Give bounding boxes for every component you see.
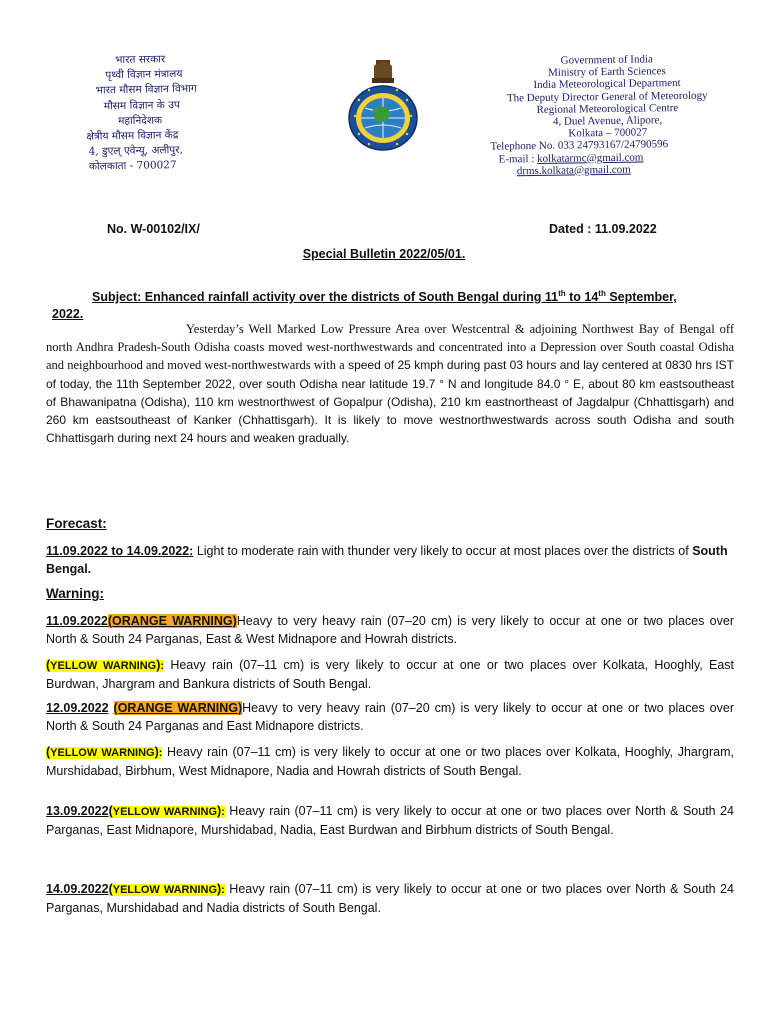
warning-date: 14.09.2022: [46, 882, 109, 896]
bulletin-title: Special Bulletin 2022/05/01.: [302, 247, 466, 261]
warning-text: Heavy rain (07–11 cm) is very likely to occur at one or two places over Kolkata, Hooghly, Jhargram, Murshidabad, Birbhum, West Midnapore, Nadia and Howrah districts of South Bengal.: [46, 745, 734, 778]
yellow-warning-badge: (YELLOW WARNING):: [108, 882, 225, 896]
hindi-line: कोलकाता - 700027: [88, 159, 177, 174]
synoptic-paragraph: [46, 320, 734, 447]
subject-sup: th: [598, 288, 606, 298]
letterhead-line: Ministry of Earth Sciences: [548, 65, 666, 80]
letterhead-english: [469, 52, 746, 178]
hindi-line: भारत सरकार: [114, 53, 166, 67]
letterhead-line: Kolkata – 700027: [568, 126, 648, 140]
forecast-heading: Forecast:: [46, 516, 107, 531]
letterhead-line: India Meteorological Department: [533, 77, 681, 92]
date-line: Dated : 11.09.2022: [549, 222, 657, 236]
orange-warning-badge: (ORANGE WARNING): [107, 614, 237, 628]
forecast-region: South Bengal.: [46, 544, 728, 576]
subject-text: September,: [605, 290, 677, 304]
warning-text: Heavy rain (07–11 cm) is very likely to occur at one or two places over North & South 24 Parganas, East Midnapore, Murshidabad, Nadia, East Burdwan and Birbhum districts of South Bengal.: [46, 804, 734, 837]
yellow-warning-badge: (YELLOW WARNING):: [46, 745, 163, 759]
warning-text: Heavy rain (07–11 cm) is very likely to occur at one or two places over North & South 24 Parganas, Murshidabad and Nadia districts of South Bengal.: [46, 882, 734, 915]
warning-item: [46, 802, 734, 839]
warning-text: Heavy to very heavy rain (07–20 cm) is very likely to occur at one or two places over North & South 24 Parganas and East Midnapore districts.: [46, 701, 734, 733]
email-link-2[interactable]: drms.kolkata@gmail.com: [516, 163, 631, 178]
subject-sup: th: [558, 288, 566, 298]
letterhead-line: The Deputy Director General of Meteorology: [506, 89, 708, 105]
yellow-warning-badge: (YELLOW WARNING):: [108, 804, 225, 818]
subject-text: Subject: Enhanced rainfall activity over the districts of South Bengal during 11: [92, 290, 559, 304]
subject-text: to 14: [565, 290, 599, 304]
email-link-1[interactable]: kolkatarmc@gmail.com: [537, 151, 644, 165]
subject-line: [46, 289, 734, 323]
letterhead-line: 4, Duel Avenue, Alipore,: [552, 114, 663, 128]
warning-date: 11.09.2022: [46, 614, 108, 628]
telephone-line: Telephone No. 033 24793167/24790596: [490, 138, 669, 154]
hindi-line: भारत मौसम विज्ञान विभाग: [95, 83, 197, 97]
paragraph-lead: Yesterday’s Well Marked Low Pressure Area over Westcentral & adjoining Northwest Bay of Bengal off north Andhra Pradesh-South Odisha coasts moved west-northwestwards and concentrated into a Depression over South coastal Odisha and neighbourhood and moved west-northwestwards with a: [46, 322, 734, 373]
email-label: E-mail :: [498, 152, 538, 166]
hindi-line: महानिदेशक: [118, 114, 163, 127]
warning-date: 12.09.2022: [46, 701, 109, 715]
paragraph-rest: speed of 25 kmph during past 03 hours and lay centered at 0830 hrs IST of today, the 11th September 2022, over south Odisha near latitude 19.7 ° N and longitude 84.0 ° E, about 80 km eastsoutheast of Bhawanipatna (Odisha), 110 km westnorthwest of Gopalpur (Odisha), 210 km eastnortheast of Jagdalpur (Chhattisgarh) and 260 km eastsoutheast of Kanker (Chhattisgarh). It is likely to move westnorthwestwards across south Odisha and south Chhattisgarh during next 24 hours and weaken gradually.: [46, 358, 734, 446]
hindi-line: क्षेत्रीय मौसम विज्ञान केंद्र: [86, 129, 179, 143]
letterhead-line: Government of India: [560, 53, 653, 67]
hindi-line: पृथ्वी विज्ञान मंत्रालय: [105, 68, 183, 82]
warning-item: [46, 656, 734, 693]
orange-warning-badge: (ORANGE WARNING): [113, 701, 243, 715]
warning-item: [46, 743, 734, 780]
hindi-line: मौसम विज्ञान के उप: [103, 98, 180, 112]
warning-heading: Warning:: [46, 586, 104, 601]
forecast-body: Light to moderate rain with thunder very likely to occur at most places over the districts of: [193, 544, 693, 558]
reference-number: No. W-00102/IX/: [107, 222, 200, 236]
warning-text: Heavy to very heavy rain (07–20 cm) is very likely to occur at one or two places over North & South 24 Parganas, East & West Midnapore and Howrah districts.: [46, 614, 734, 646]
warning-item: [46, 699, 734, 735]
warning-text: Heavy rain (07–11 cm) is very likely to occur at one or two places over Kolkata, Hooghly, East Burdwan, Jhargram and Bankura districts of South Bengal.: [46, 658, 734, 691]
forecast-date: 11.09.2022 to 14.09.2022:: [46, 544, 194, 558]
yellow-warning-badge: (YELLOW WARNING):: [46, 658, 165, 672]
forecast-text: [46, 542, 734, 578]
imd-emblem-logo: [343, 58, 423, 154]
letterhead-hindi: [81, 50, 283, 175]
warning-item: [46, 612, 734, 648]
letterhead-line: Regional Meteorological Centre: [536, 101, 679, 116]
subject-year: 2022.: [52, 307, 84, 321]
hindi-line: 4, डुएल् एवेन्यू, अलीपुर,: [88, 144, 183, 158]
warning-date: 13.09.2022: [46, 804, 109, 818]
warning-item: [46, 880, 734, 917]
